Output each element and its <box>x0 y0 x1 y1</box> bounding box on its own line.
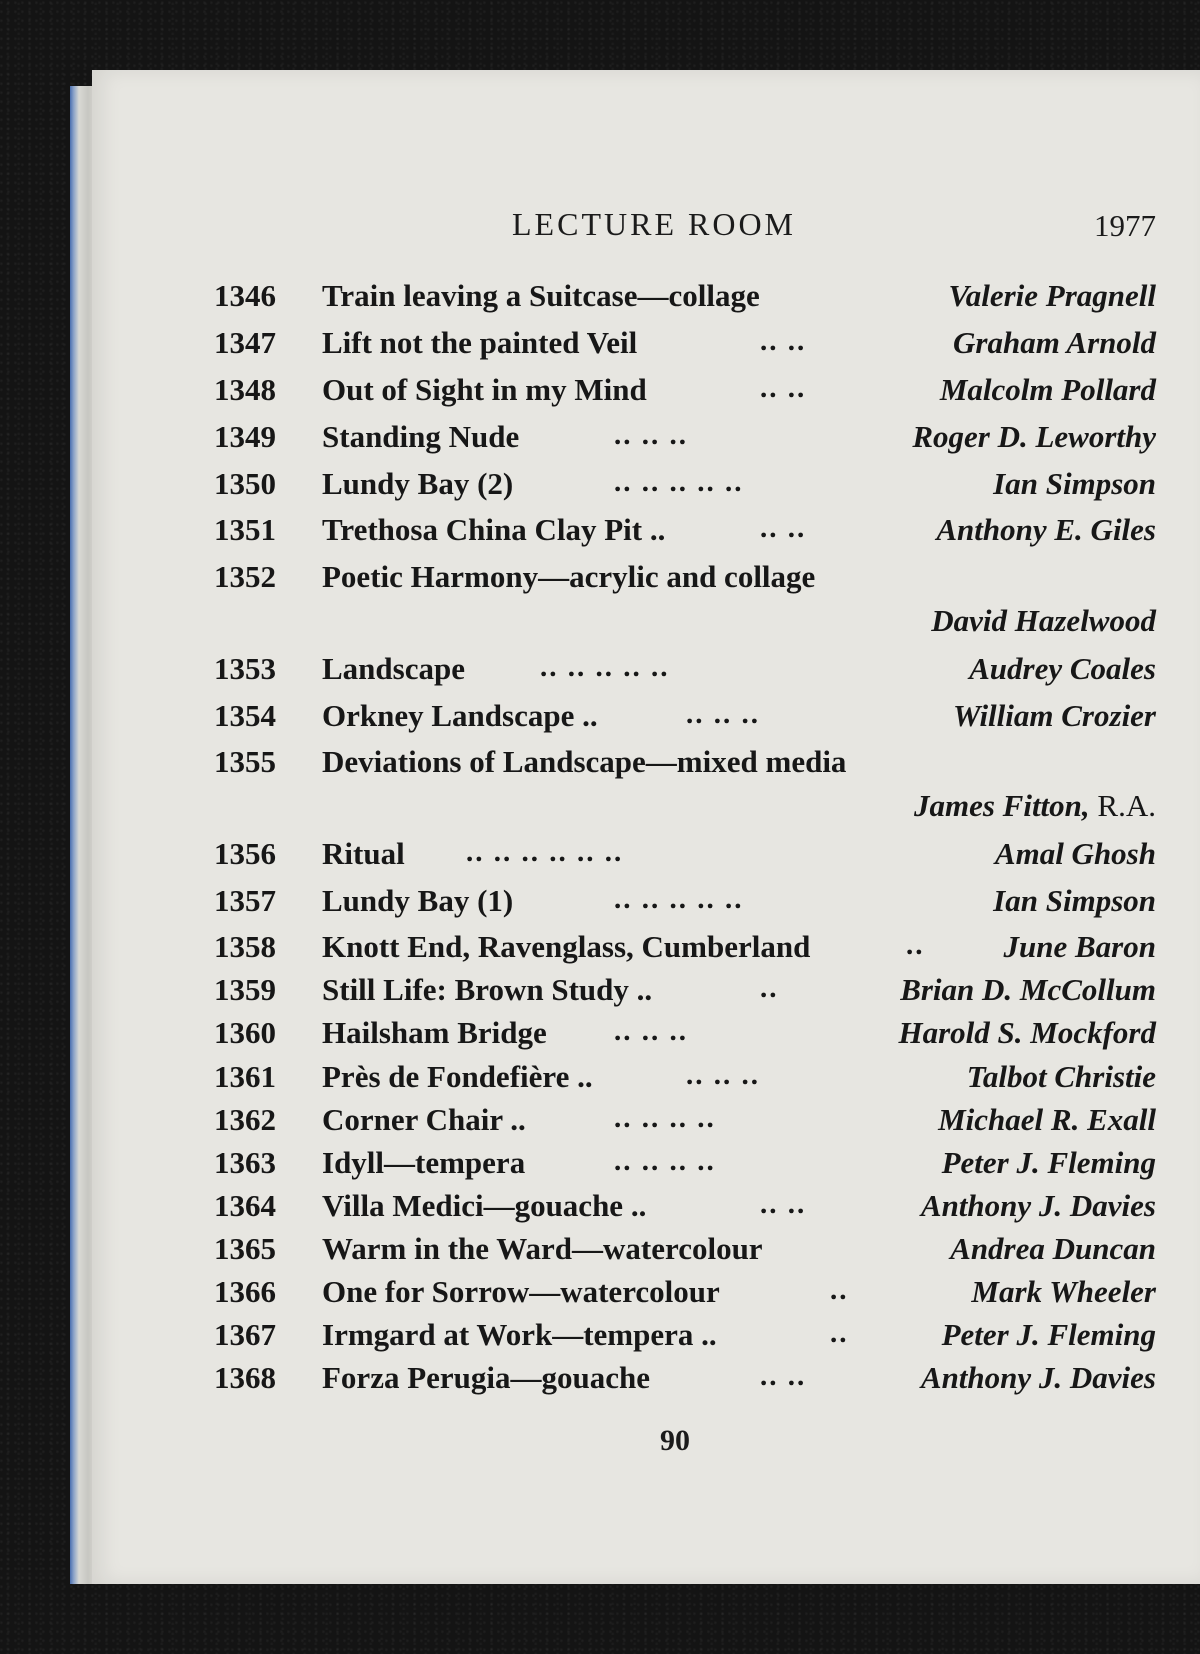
catalogue-entry <box>0 1360 1200 1400</box>
entry-number: 1363 <box>214 1145 276 1180</box>
entry-title: Ritual <box>322 836 405 871</box>
page-number: 90 <box>660 1424 690 1457</box>
leader-dots: .. .. .. <box>686 1059 760 1091</box>
entry-artist: Valerie Pragnell <box>948 278 1156 313</box>
leader-dots: .. <box>830 1274 849 1306</box>
leader-dots: .. <box>830 1317 849 1349</box>
catalogue-entry <box>0 744 1200 834</box>
catalogue-entry <box>0 836 1200 876</box>
entry-title: Deviations of Landscape—mixed media <box>322 744 847 779</box>
entry-number: 1346 <box>214 278 276 313</box>
leader-dots: .. .. <box>760 372 807 404</box>
year: 1977 <box>1094 208 1156 243</box>
entry-title: Forza Perugia—gouache <box>322 1360 651 1395</box>
catalogue-entry <box>0 1102 1200 1142</box>
entry-title: Corner Chair .. <box>322 1102 526 1137</box>
entry-artist: Peter J. Fleming <box>941 1145 1156 1180</box>
entry-number: 1362 <box>214 1102 276 1137</box>
catalogue-entry <box>0 1015 1200 1055</box>
entry-artist <box>914 788 1156 824</box>
leader-dots: .. .. .. .. .. <box>614 466 744 498</box>
entry-number: 1357 <box>214 883 276 918</box>
catalogue-entry <box>0 512 1200 552</box>
entry-title: Train leaving a Suitcase—collage <box>322 278 760 313</box>
catalogue-entry <box>0 419 1200 459</box>
leader-dots: .. .. .. .. .. .. <box>466 836 624 868</box>
section-title: LECTURE ROOM <box>512 206 796 242</box>
catalogue-entry <box>0 651 1200 691</box>
entry-artist: Mark Wheeler <box>971 1274 1156 1309</box>
catalogue-entry <box>0 698 1200 738</box>
leader-dots: .. .. <box>760 325 807 357</box>
entry-artist: William Crozier <box>953 698 1156 733</box>
leader-dots: .. .. .. <box>686 698 760 730</box>
entry-artist: Ian Simpson <box>993 883 1156 918</box>
catalogue-entry <box>0 1231 1200 1271</box>
catalogue-entry <box>0 1145 1200 1185</box>
leader-dots: .. <box>760 972 779 1004</box>
entry-title: Knott End, Ravenglass, Cumberland <box>322 929 811 964</box>
entry-title: Lundy Bay (1) <box>322 883 514 918</box>
entry-title: Lundy Bay (2) <box>322 466 514 501</box>
entry-artist: Peter J. Fleming <box>941 1317 1156 1352</box>
entry-title: One for Sorrow—watercolour <box>322 1274 720 1309</box>
entry-title: Lift not the painted Veil <box>322 325 638 360</box>
entry-title: Hailsham Bridge <box>322 1015 547 1050</box>
catalogue-entry <box>0 972 1200 1012</box>
entry-artist: Andrea Duncan <box>950 1231 1156 1266</box>
entry-title: Landscape <box>322 651 465 686</box>
entry-number: 1353 <box>214 651 276 686</box>
leader-dots: .. .. <box>760 1188 807 1220</box>
entry-artist: June Baron <box>1003 929 1156 964</box>
entry-title: Out of Sight in my Mind <box>322 372 647 407</box>
artist-name: James Fitton, <box>913 788 1090 823</box>
leader-dots: .. .. .. <box>614 1015 688 1047</box>
entry-number: 1356 <box>214 836 276 871</box>
entry-title: Idyll—tempera <box>322 1145 526 1180</box>
leader-dots: .. .. .. .. .. <box>614 883 744 915</box>
entry-title: Still Life: Brown Study .. <box>322 972 653 1007</box>
entry-artist: David Hazelwood <box>931 603 1156 638</box>
leader-dots: .. .. .. .. <box>614 1102 716 1134</box>
catalogue-entry <box>0 929 1200 969</box>
entry-artist: Roger D. Leworthy <box>912 419 1156 454</box>
leader-dots: .. .. <box>760 512 807 544</box>
entry-title: Trethosa China Clay Pit .. <box>322 512 666 547</box>
entry-number: 1350 <box>214 466 276 501</box>
leader-dots: .. .. .. <box>614 419 688 451</box>
entry-artist: Audrey Coales <box>969 651 1156 686</box>
entry-artist: Michael R. Exall <box>938 1102 1156 1137</box>
artist-honours: R.A. <box>1097 788 1156 823</box>
entry-artist: Brian D. McCollum <box>900 972 1156 1007</box>
entry-number: 1349 <box>214 419 276 454</box>
entry-number: 1367 <box>214 1317 276 1352</box>
entry-number: 1358 <box>214 929 276 964</box>
entry-artist: Talbot Christie <box>966 1059 1156 1094</box>
entry-artist: Malcolm Pollard <box>939 372 1156 407</box>
entry-number: 1366 <box>214 1274 276 1309</box>
entry-artist: Anthony J. Davies <box>920 1360 1156 1395</box>
catalogue-entry <box>0 1274 1200 1314</box>
entry-artist: Anthony J. Davies <box>920 1188 1156 1223</box>
entry-number: 1361 <box>214 1059 276 1094</box>
catalogue-entry <box>0 1059 1200 1099</box>
entry-title: Warm in the Ward—watercolour <box>322 1231 763 1266</box>
entry-number: 1352 <box>214 559 276 594</box>
leader-dots: .. .. .. .. <box>614 1145 716 1177</box>
catalogue-entry <box>0 1317 1200 1357</box>
entry-artist: Ian Simpson <box>993 466 1156 501</box>
catalogue-entry <box>0 1188 1200 1228</box>
entry-title: Poetic Harmony—acrylic and collage <box>322 559 816 594</box>
catalogue-entry <box>0 372 1200 412</box>
leader-dots: .. <box>906 929 925 961</box>
entry-artist: Anthony E. Giles <box>936 512 1156 547</box>
entry-number: 1348 <box>214 372 276 407</box>
catalogue-entry <box>0 278 1200 318</box>
leader-dots: .. .. .. .. .. <box>540 651 670 683</box>
catalogue-entry <box>0 466 1200 506</box>
entry-title: Orkney Landscape .. <box>322 698 598 733</box>
entry-title: Standing Nude <box>322 419 520 454</box>
entry-artist: Amal Ghosh <box>994 836 1156 871</box>
entry-number: 1368 <box>214 1360 276 1395</box>
leader-dots: .. .. <box>760 1360 807 1392</box>
entry-number: 1347 <box>214 325 276 360</box>
entry-number: 1359 <box>214 972 276 1007</box>
entry-title: Villa Medici—gouache .. <box>322 1188 647 1223</box>
entry-title: Irmgard at Work—tempera .. <box>322 1317 717 1352</box>
entry-title: Près de Fondefière .. <box>322 1059 593 1094</box>
entry-number: 1365 <box>214 1231 276 1266</box>
catalogue-entry <box>0 325 1200 365</box>
catalogue-entry <box>0 883 1200 923</box>
entry-artist: Graham Arnold <box>953 325 1156 360</box>
entry-number: 1360 <box>214 1015 276 1050</box>
entry-number: 1364 <box>214 1188 276 1223</box>
page-header <box>0 206 1200 246</box>
catalogue-entry <box>0 559 1200 649</box>
entry-artist: Harold S. Mockford <box>898 1015 1156 1050</box>
entry-number: 1355 <box>214 744 276 779</box>
entry-number: 1354 <box>214 698 276 733</box>
entry-number: 1351 <box>214 512 276 547</box>
